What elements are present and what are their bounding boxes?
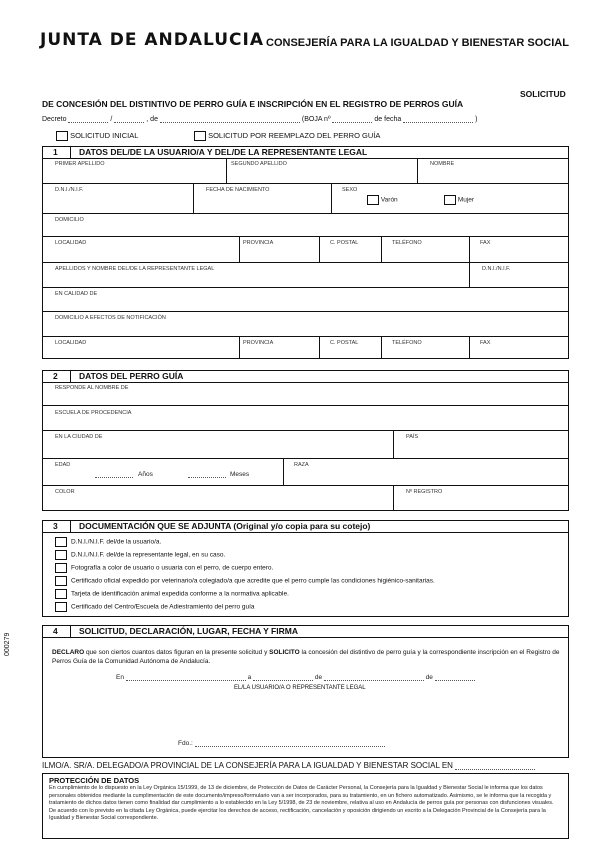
section4-number: 4 [53, 626, 58, 636]
provincia2-cell[interactable] [239, 337, 274, 359]
telefono2-cell[interactable] [381, 337, 422, 359]
provincia-label: PROVINCIA [243, 240, 274, 246]
row-calidad[interactable] [43, 288, 568, 312]
place-date-line [116, 672, 475, 681]
doc-item-label: Tarjeta de identificación animal expedida conforme a la normativa aplicable. [71, 590, 289, 598]
doc-item-label: D.N.I./N.I.F. del/de la representante legal, en su caso. [71, 551, 226, 559]
fdo-label: Fdo.: [178, 740, 193, 747]
sexo-cell [331, 184, 568, 213]
boja-fecha-label: de fecha [374, 116, 402, 123]
doc-item-label: Fotografía a color de usuario o usuaria con el perro, de cuerpo entero. [71, 564, 274, 572]
localidad-label: LOCALIDAD [55, 240, 87, 246]
en-label: En [116, 674, 124, 681]
doc-checkbox[interactable] [55, 563, 67, 573]
option-replacement[interactable] [194, 131, 380, 141]
doc-item[interactable] [55, 563, 273, 573]
cpostal-cell[interactable] [319, 237, 359, 262]
section3-title: DOCUMENTACIÓN QUE SE ADJUNTA (Original y/o copia para su cotejo) [79, 521, 371, 531]
delegado-label: ILMO/A. SR/A. DELEGADO/A PROVINCIAL DE LA CONSEJERÍA PARA LA IGUALDAD Y BIENESTAR SOCIAL EN [42, 761, 453, 770]
row-localidad2 [43, 337, 568, 359]
responde-label: RESPONDE AL NOMBRE DE [55, 385, 129, 391]
telefono-cell[interactable] [381, 237, 422, 262]
section3-number: 3 [53, 521, 58, 531]
fax-cell[interactable] [469, 237, 491, 262]
declaration-part1: que son ciertos cuantos datos figuran en la presente solicitud y [84, 649, 270, 656]
section4-header [43, 626, 568, 638]
section1-divider [70, 147, 71, 158]
row-localidad [43, 237, 568, 263]
escuela-label: ESCUELA DE PROCEDENCIA [55, 410, 132, 416]
nombre-label: NOMBRE [430, 161, 455, 167]
meses-field[interactable] [188, 469, 226, 478]
declaration-part2: la concesión del distintivo de perro guía y la correspondiente inscripción en el Registro de Perros Guía de la Comunidad Autónoma de Andalucía. [52, 649, 560, 665]
boja-close: ) [475, 116, 478, 123]
section2-divider [70, 371, 71, 382]
primer-apellido-label: PRIMER APELLIDO [55, 161, 105, 167]
localidad2-label: LOCALIDAD [55, 340, 87, 346]
proteccion-box [42, 773, 569, 839]
section4-divider [70, 626, 71, 637]
mujer-option[interactable] [444, 195, 474, 205]
fax2-cell[interactable] [469, 337, 491, 359]
row-ciudad [43, 431, 568, 459]
row-domicilio[interactable] [43, 214, 568, 237]
raza-cell[interactable] [283, 459, 309, 485]
anos-field[interactable] [95, 469, 133, 478]
mujer-checkbox[interactable] [444, 195, 456, 205]
doc-item[interactable] [55, 576, 435, 586]
decreto-year-field[interactable] [114, 114, 144, 123]
en-calidad-label: EN CALIDAD DE [55, 291, 98, 297]
domicilio-notif-label: DOMICILIO A EFECTOS DE NOTIFICACIÓN [55, 315, 166, 321]
boja-number-field[interactable] [332, 114, 372, 123]
dni-label: D.N.I./N.I.F. [55, 187, 84, 193]
representante-label: APELLIDOS Y NOMBRE DEL/DE LA REPRESENTANTE LEGAL [55, 266, 215, 272]
row-notificacion[interactable] [43, 312, 568, 337]
section2-title: DATOS DEL PERRO GUÍA [79, 371, 184, 381]
section2-number: 2 [53, 371, 58, 381]
cpostal2-label: C. POSTAL [330, 340, 359, 346]
year-field[interactable] [435, 672, 475, 681]
day-field[interactable] [253, 672, 313, 681]
decreto-label: Decreto [42, 116, 67, 123]
telefono-label: TELÉFONO [392, 240, 422, 246]
form-code: 000279 [4, 632, 11, 656]
doc-item-label: Certificado del Centro/Escuela de Adiestramiento del perro guía [71, 603, 255, 611]
doc-checkbox[interactable] [55, 576, 67, 586]
proteccion-title: PROTECCIÓN DE DATOS [49, 776, 140, 785]
varon-checkbox[interactable] [367, 195, 379, 205]
doc-item[interactable] [55, 537, 161, 547]
decreto-number-field[interactable] [68, 114, 108, 123]
edad-label: EDAD [55, 462, 71, 468]
anos-label: Años [138, 471, 153, 478]
telefono2-label: TELÉFONO [392, 340, 422, 346]
mujer-label: Mujer [457, 196, 475, 204]
section3-divider [70, 521, 71, 532]
decreto-date-field[interactable] [160, 114, 300, 123]
decreto-line [42, 114, 478, 123]
a-label: a [247, 674, 252, 681]
decreto-slash: / [110, 116, 113, 123]
fdo-line [178, 738, 385, 747]
delegado-line [42, 761, 535, 770]
section3-box [42, 520, 569, 617]
row-escuela[interactable] [43, 406, 568, 431]
option-initial[interactable] [56, 131, 138, 141]
section1-number: 1 [53, 147, 58, 157]
department-title: CONSEJERÍA PARA LA IGUALDAD Y BIENESTAR SOCIAL [266, 37, 569, 49]
rep-dni-label: D.N.I./N.I.F. [482, 266, 511, 272]
doc-item[interactable] [55, 589, 289, 599]
de2-label: de [425, 674, 433, 681]
doc-checkbox[interactable] [55, 550, 67, 560]
row-names [43, 158, 568, 184]
doc-item-label: D.N.I./N.I.F. del/de la usuario/a. [71, 538, 162, 546]
segundo-apellido-cell[interactable] [226, 158, 287, 183]
fdo-field[interactable] [195, 738, 385, 747]
row-color [43, 486, 568, 511]
nombre-cell[interactable] [417, 158, 455, 183]
pais-cell[interactable] [393, 431, 419, 458]
section2-box [42, 370, 569, 511]
signature-label: EL/LA USUARIO/A O REPRESENTANTE LEGAL [234, 685, 366, 691]
doc-item[interactable] [55, 602, 255, 612]
section3-header [43, 521, 568, 533]
ciudad-label: EN LA CIUDAD DE [55, 434, 103, 440]
fax2-label: FAX [480, 340, 491, 346]
doc-checkbox[interactable] [55, 537, 67, 547]
registro-cell[interactable] [393, 486, 443, 511]
month-field[interactable] [324, 672, 424, 681]
doc-item-label: Certificado oficial expedido por veterinario/a colegiado/a que acredite que el perro cumple las condiciones higiénico-sanitarias. [71, 577, 435, 585]
section1-box [42, 146, 569, 359]
declaration-text [52, 648, 562, 666]
pais-label: PAÍS [406, 434, 419, 440]
fecha-nacimiento-cell[interactable] [193, 184, 270, 213]
form-title: DE CONCESIÓN DEL DISTINTIVO DE PERRO GUÍA E INSCRIPCIÓN EN EL REGISTRO DE PERROS GUÍA [42, 99, 464, 109]
doc-checkbox[interactable] [55, 602, 67, 612]
row-representante [43, 263, 568, 288]
replacement-label: SOLICITUD POR REEMPLAZO DEL PERRO GUÍA [208, 131, 381, 140]
boja-date-field[interactable] [403, 114, 473, 123]
provincia2-label: PROVINCIA [243, 340, 274, 346]
segundo-apellido-label: SEGUNDO APELLIDO [231, 161, 287, 167]
declaro-word: DECLARO [52, 649, 85, 656]
fecha-nacimiento-label: FECHA DE NACIMIENTO [206, 187, 270, 193]
row-dni [43, 184, 568, 214]
initial-checkbox[interactable] [56, 131, 68, 141]
replacement-checkbox[interactable] [194, 131, 206, 141]
solicito-word: SOLICITO [269, 649, 300, 656]
varon-option[interactable] [367, 195, 398, 205]
de1-label: de [314, 674, 323, 681]
domicilio-label: DOMICILIO [55, 217, 84, 223]
row-edad [43, 459, 568, 486]
varon-label: Varón [380, 196, 398, 204]
doc-checkbox[interactable] [55, 589, 67, 599]
delegado-field[interactable] [455, 761, 535, 770]
proteccion-text: En cumplimiento de lo dispuesto en la Ley Orgánica 15/1999, de 13 de diciembre, de Protección de Datos de Carácter Personal, la Consejería para la Igualdad y Bienestar Social le informa que los datos personales obtenidos mediante la cumplimentación de este documento/impreso/formulario van a ser incorporados, para su tratamiento, en un fichero automatizado. Asimismo, se le informa que la recogida y tratamiento de dichos datos tienen como finalidad dar cumplimiento a lo establecido en la Ley 5/1998, de 23 de noviembre, relativa al uso en Andalucía de perros guía por personas con disfunciones visuales. De acuerdo con lo previsto en la citada Ley Orgánica, puede ejercitar los derechos de acceso, rectificación, cancelación y oposición dirigiendo un escrito a la Delegación Provincial de la Consejería para la Igualdad y Bienestar Social correspondiente. [49, 785, 554, 822]
cpostal-label: C. POSTAL [330, 240, 359, 246]
raza-label: RAZA [294, 462, 309, 468]
provincia-cell[interactable] [239, 237, 274, 262]
boja-label: (BOJA nº [301, 116, 331, 123]
rep-dni-cell[interactable] [469, 263, 511, 287]
section4-title: SOLICITUD, DECLARACIÓN, LUGAR, FECHA Y FIRMA [79, 626, 298, 636]
solicitud-label: SOLICITUD [520, 89, 566, 99]
initial-label: SOLICITUD INICIAL [70, 131, 139, 140]
section1-title: DATOS DEL/DE LA USUARIO/A Y DEL/DE LA REPRESENTANTE LEGAL [79, 147, 368, 157]
decreto-de: , de [146, 116, 158, 123]
fax-label: FAX [480, 240, 491, 246]
cpostal2-cell[interactable] [319, 337, 359, 359]
color-label: COLOR [55, 489, 75, 495]
place-field[interactable] [126, 672, 246, 681]
row-responde[interactable] [43, 382, 568, 406]
sexo-label: SEXO [342, 187, 358, 193]
doc-item[interactable] [55, 550, 225, 560]
organization-title: JUNTA DE ANDALUCIA [40, 30, 264, 50]
meses-label: Meses [230, 471, 250, 478]
registro-label: Nº REGISTRO [406, 489, 443, 495]
